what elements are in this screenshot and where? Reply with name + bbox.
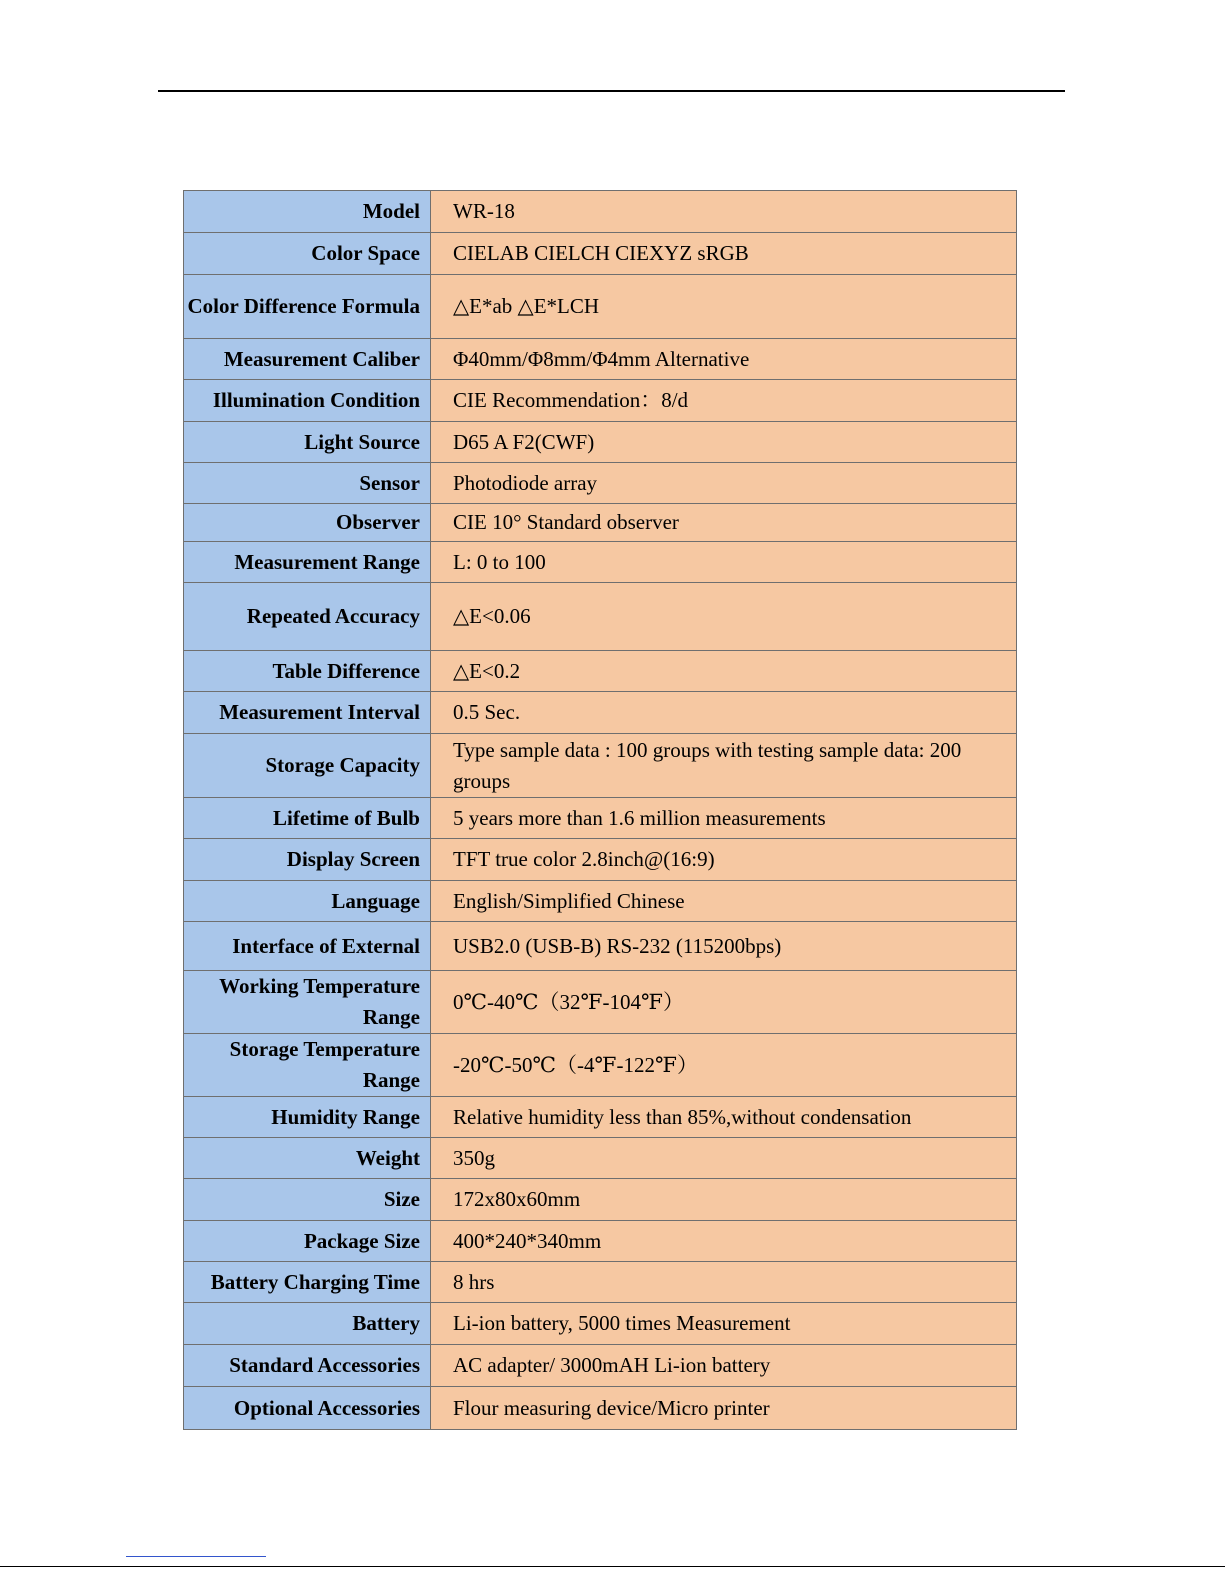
spec-label: Battery: [184, 1303, 431, 1345]
spec-label: Storage Capacity: [184, 734, 431, 798]
spec-label: Humidity Range: [184, 1097, 431, 1138]
spec-row-repeated-accuracy: [184, 583, 1017, 651]
spec-value: 8 hrs: [431, 1262, 1017, 1303]
spec-row-measurement-interval: [184, 692, 1017, 734]
spec-row-table-difference: [184, 651, 1017, 692]
spec-value: 350g: [431, 1138, 1017, 1179]
spec-value: USB2.0 (USB-B) RS-232 (115200bps): [431, 922, 1017, 971]
spec-label: Optional Accessories: [184, 1387, 431, 1430]
spec-row-standard-accessories: [184, 1345, 1017, 1387]
spec-value: Photodiode array: [431, 463, 1017, 504]
spec-row-sensor: [184, 463, 1017, 504]
spec-value: L: 0 to 100: [431, 542, 1017, 583]
spec-row-interface-of-external: [184, 922, 1017, 971]
spec-label: Sensor: [184, 463, 431, 504]
spec-row-storage-capacity: [184, 734, 1017, 798]
spec-value: Flour measuring device/Micro printer: [431, 1387, 1017, 1430]
spec-row-observer: [184, 504, 1017, 542]
spec-value: 5 years more than 1.6 million measurements: [431, 798, 1017, 839]
spec-label: Language: [184, 881, 431, 922]
spec-label: Storage Temperature Range: [184, 1034, 431, 1097]
spec-value: CIELAB CIELCH CIEXYZ sRGB: [431, 233, 1017, 275]
spec-row-color-space: [184, 233, 1017, 275]
spec-label: Measurement Caliber: [184, 339, 431, 380]
spec-row-lifetime-of-bulb: [184, 798, 1017, 839]
spec-value: CIE Recommendation：8/d: [431, 380, 1017, 422]
spec-row-color-difference-formula: [184, 275, 1017, 339]
spec-label: Measurement Range: [184, 542, 431, 583]
spec-row-size: [184, 1179, 1017, 1221]
spec-value: △E<0.2: [431, 651, 1017, 692]
spec-value: 0℃-40℃（32℉-104℉）: [431, 971, 1017, 1034]
spec-row-working-temperature-range: [184, 971, 1017, 1034]
spec-row-optional-accessories: [184, 1387, 1017, 1430]
spec-row-language: [184, 881, 1017, 922]
spec-label: Table Difference: [184, 651, 431, 692]
spec-label: Illumination Condition: [184, 380, 431, 422]
spec-label: Weight: [184, 1138, 431, 1179]
spec-row-measurement-caliber: [184, 339, 1017, 380]
spec-value: TFT true color 2.8inch@(16:9): [431, 839, 1017, 881]
spec-row-storage-temperature-range: [184, 1034, 1017, 1097]
spec-value: Φ40mm/Φ8mm/Φ4mm Alternative: [431, 339, 1017, 380]
spec-label: Size: [184, 1179, 431, 1221]
spec-value: CIE 10° Standard observer: [431, 504, 1017, 542]
spec-value: D65 A F2(CWF): [431, 422, 1017, 463]
spec-row-battery-charging-time: [184, 1262, 1017, 1303]
spec-value: English/Simplified Chinese: [431, 881, 1017, 922]
spec-row-measurement-range: [184, 542, 1017, 583]
spec-label: Color Difference Formula: [184, 275, 431, 339]
spec-value: Li-ion battery, 5000 times Measurement: [431, 1303, 1017, 1345]
spec-label: Color Space: [184, 233, 431, 275]
spec-value: 0.5 Sec.: [431, 692, 1017, 734]
spec-row-illumination-condition: [184, 380, 1017, 422]
spec-row-weight: [184, 1138, 1017, 1179]
spec-row-model: [184, 191, 1017, 233]
spec-value: △E*ab △E*LCH: [431, 275, 1017, 339]
spec-label: Package Size: [184, 1221, 431, 1262]
spec-label: Measurement Interval: [184, 692, 431, 734]
spec-label: Working Temperature Range: [184, 971, 431, 1034]
spec-label: Standard Accessories: [184, 1345, 431, 1387]
spec-value: △E<0.06: [431, 583, 1017, 651]
spec-row-battery: [184, 1303, 1017, 1345]
spec-label: Observer: [184, 504, 431, 542]
spec-value: Relative humidity less than 85%,without condensation: [431, 1097, 1017, 1138]
bottom-rule: [0, 1566, 1225, 1567]
spec-value: WR-18: [431, 191, 1017, 233]
spec-value: 400*240*340mm: [431, 1221, 1017, 1262]
spec-value: Type sample data : 100 groups with testing sample data: 200 groups: [431, 734, 1017, 798]
specification-table: [183, 190, 1017, 1430]
spec-label: Light Source: [184, 422, 431, 463]
spec-row-package-size: [184, 1221, 1017, 1262]
spec-label: Interface of External: [184, 922, 431, 971]
spec-label: Display Screen: [184, 839, 431, 881]
spec-row-light-source: [184, 422, 1017, 463]
spec-label: Repeated Accuracy: [184, 583, 431, 651]
spec-row-display-screen: [184, 839, 1017, 881]
spec-label: Battery Charging Time: [184, 1262, 431, 1303]
spec-value: -20℃-50℃（-4℉-122℉）: [431, 1034, 1017, 1097]
spec-value: 172x80x60mm: [431, 1179, 1017, 1221]
header-rule: [158, 90, 1065, 92]
spec-value: AC adapter/ 3000mAH Li-ion battery: [431, 1345, 1017, 1387]
spec-label: Model: [184, 191, 431, 233]
spec-row-humidity-range: [184, 1097, 1017, 1138]
spec-label: Lifetime of Bulb: [184, 798, 431, 839]
footer-link-underline: [126, 1556, 266, 1557]
